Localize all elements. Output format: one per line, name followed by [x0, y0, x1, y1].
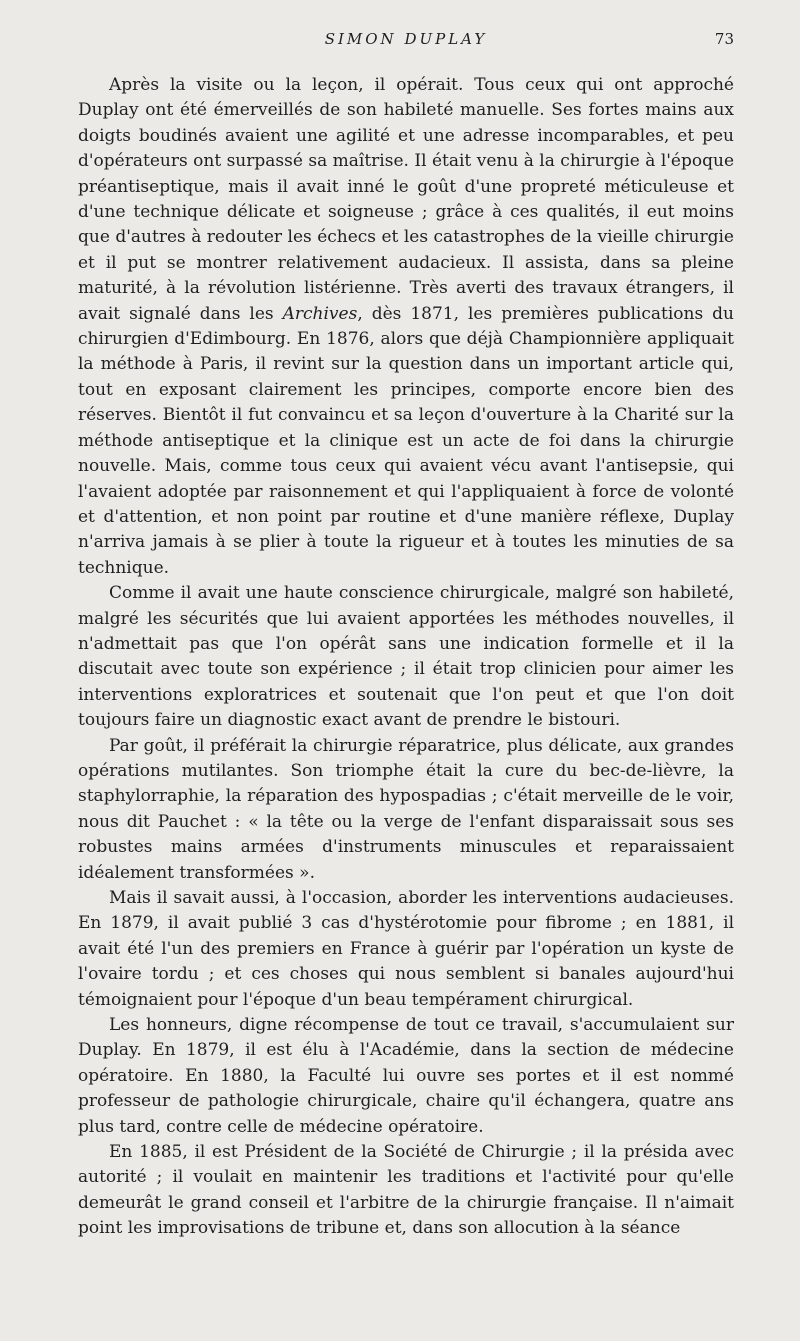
paragraph-lister	[78, 73, 734, 581]
page-number: 73	[714, 30, 734, 48]
journal-title: Archives	[282, 303, 358, 324]
running-header	[78, 30, 734, 52]
paragraph-reparatrice: Par goût, il préférait la chirurgie réparatrice, plus délicate, aux grandes opérations mutilantes. Son triomphe était la cure du bec-de-lièvre, la staphylorraphie, la réparation des hypospadias ; c'était merveille de le voir, nous dit Pauchet : « la tête ou la verge de l'enfant disparaissait sous ses robustes mains armées d'instruments minuscules et reparaissaient idéalement transformées ».	[78, 735, 734, 883]
running-title: SIMON DUPLAY	[324, 30, 488, 48]
paragraph-indication: Comme il avait une haute conscience chirurgicale, malgré son habileté, malgré les sécurités que lui avaient apportées les méthodes nouvelles, il n'admettait pas que l'on opérât sans une indication formelle et il la discutait avec toute son expérience ; il était trop clinicien pour aimer les interventions exploratrices et soutenait que l'on peut et que l'on doit toujours faire un diagnostic exact avant de prendre le bistouri.	[78, 583, 734, 731]
body-text	[78, 73, 734, 1242]
paragraph-societe: En 1885, il est Président de la Société de Chirurgie ; il la présida avec autorité ; il voulait en maintenir les traditions et l'activité pour qu'elle demeurât le grand conseil et l'arbitre de la chirurgie française. Il n'aimait point les improvisations de tribune et, dans son allocution à la séance	[78, 1142, 734, 1239]
paragraph-text: , dès 1871, les premières publications du chirurgien d'Edimbourg. En 1876, alors que déjà Championnière appliquait la méthode à Paris, il revint sur la question dans un important article qui, tout en exposant clairement les principes, comporte encore bien des réserves. Bientôt il fut convaincu et sa leçon d'ouverture à la Charité sur la méthode antiseptique et la clinique est un acte de foi dans la chirurgie nouvelle. Mais, comme tous ceux qui avaient vécu avant l'antisepsie, qui l'avaient adoptée par raisonnement et qui l'appliquaient à force de volonté et d'attention, et non point par routine et d'une manière réflexe, Duplay n'arriva jamais à se plier à toute la rigueur et à toutes les minuties de sa technique.	[78, 303, 735, 578]
paragraph-honneurs: Les honneurs, digne récompense de tout ce travail, s'accumulaient sur Duplay. En 1879, il est élu à l'Académie, dans la section de médecine opératoire. En 1880, la Faculté lui ouvre ses portes et il est nommé professeur de pathologie chirurgicale, chaire qu'il échangera, quatre ans plus tard, contre celle de médecine opératoire.	[78, 1015, 734, 1137]
paragraph-audacieuses: Mais il savait aussi, à l'occasion, aborder les interventions audacieuses. En 1879, il avait publié 3 cas d'hystérotomie pour fibrome ; en 1881, il avait été l'un des premiers en France à guérir par l'opération un kyste de l'ovaire tordu ; et ces choses qui nous semblent si banales aujourd'hui témoignaient pour l'époque d'un beau tempérament chirurgical.	[78, 888, 734, 1010]
paragraph-text: Après la visite ou la leçon, il opérait. Tous ceux qui ont approché Duplay ont été émerveillés de son habileté manuelle. Ses fortes mains aux doigts boudinés avaient une agilité et une adresse incomparables, et peu d'opérateurs ont surpassé sa maîtrise. Il était venu à la chirurgie à l'époque préantiseptique, mais il avait inné le goût d'une propreté méticuleuse et d'une technique délicate et soigneuse ; grâce à ces qualités, il eut moins que d'autres à redouter les échecs et les catastrophes de la vieille chirurgie et il put se montrer relativement audacieux. Il assista, dans sa pleine maturité, à la révolution listérienne. Très averti des travaux étrangers, il avait signalé dans les	[78, 75, 734, 324]
